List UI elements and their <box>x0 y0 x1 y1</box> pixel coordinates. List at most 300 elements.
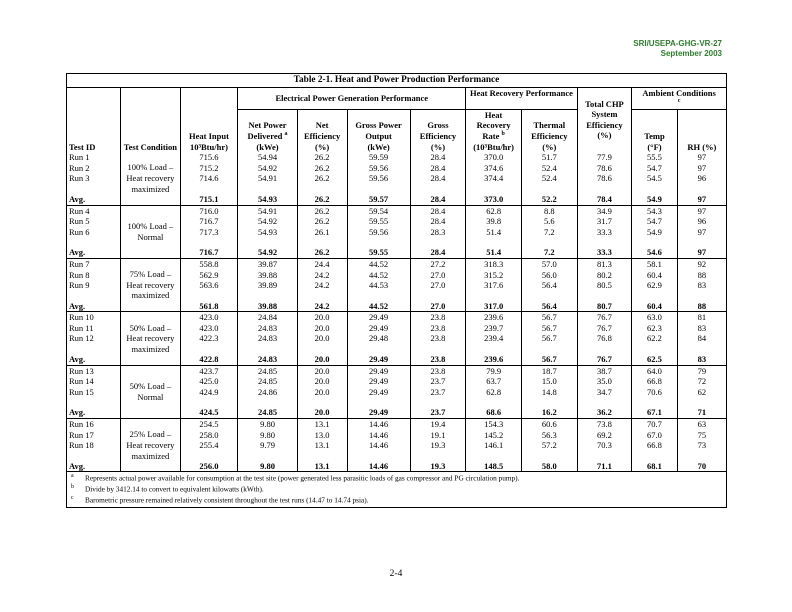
cell-value: 24.4 <box>297 258 347 269</box>
cell-value: 58.1 <box>632 258 677 269</box>
cell-value: 14.46 <box>347 430 410 441</box>
cell-avg-value: 422.8 <box>180 344 238 365</box>
cell-avg-label: Avg. <box>67 344 121 365</box>
cell-value: 716.7 <box>180 216 238 227</box>
cell-avg-label: Avg. <box>67 237 121 258</box>
cell-value: 77.9 <box>577 152 632 163</box>
cell-avg-value: 33.3 <box>577 237 632 258</box>
cell-avg-value: 54.92 <box>238 237 297 258</box>
cell-value: 24.2 <box>297 270 347 281</box>
group-heat-recovery: Heat Recovery Performance <box>466 87 577 109</box>
cell-avg-value: 56.4 <box>522 291 578 312</box>
cell-value: 33.3 <box>577 227 632 238</box>
cell-value: 39.87 <box>238 258 297 269</box>
cell-value: 558.8 <box>180 258 238 269</box>
cell-avg-value: 59.57 <box>347 184 410 205</box>
cell-value: 13.1 <box>297 440 347 451</box>
cell-avg-value: 716.7 <box>180 237 238 258</box>
cell-value: 562.9 <box>180 270 238 281</box>
cell-avg-value: 239.6 <box>466 344 522 365</box>
group-electrical: Electrical Power Generation Performance <box>238 87 466 109</box>
cell-avg-value: 20.0 <box>297 344 347 365</box>
cell-value: 29.49 <box>347 323 410 334</box>
cell-value: 370.0 <box>466 152 522 163</box>
group-ambient-label: Ambient Conditions <box>642 87 716 98</box>
cell-avg-value: 83 <box>677 344 726 365</box>
cell-value: 23.8 <box>410 323 466 334</box>
table-body <box>67 152 727 472</box>
cell-avg-value: 62.5 <box>632 344 677 365</box>
col-heat-input: Heat Input 10³Btu/hr) <box>180 87 238 152</box>
cell-value: 716.0 <box>180 205 238 216</box>
cell-avg-value: 39.88 <box>238 291 297 312</box>
footnote-mark-b: b <box>501 131 505 138</box>
col-temp-label: Temp <box>644 130 665 141</box>
cell-value: 20.0 <box>297 323 347 334</box>
cell-value: 258.0 <box>180 430 238 441</box>
footnote-b <box>67 483 727 494</box>
cell-value: 28.4 <box>410 216 466 227</box>
cell-avg-label: Avg. <box>67 397 121 418</box>
cell-value: 19.1 <box>410 430 466 441</box>
col-temp <box>632 109 677 152</box>
cell-test-id: Run 16 <box>69 419 94 430</box>
cell-test-id: Run 14 <box>69 376 94 387</box>
cell-value: 239.6 <box>466 312 522 323</box>
cell-value: 54.9 <box>632 227 677 238</box>
cell-avg-value: 44.52 <box>347 291 410 312</box>
cell-value: 23.8 <box>410 312 466 323</box>
cell-value: 92 <box>677 258 726 269</box>
cell-avg-value: 13.1 <box>297 451 347 472</box>
cell-value: 76.8 <box>577 333 632 344</box>
cell-value: 28.3 <box>410 227 466 238</box>
cell-value: 62.2 <box>632 333 677 344</box>
doc-date: September 2003 <box>660 49 722 58</box>
cell-value: 35.0 <box>577 376 632 387</box>
cell-value: 72 <box>677 376 726 387</box>
cell-avg-value: 24.85 <box>238 397 297 418</box>
cell-value: 15.0 <box>522 376 578 387</box>
cell-value: 56.7 <box>522 312 578 323</box>
cell-value: 81 <box>677 312 726 323</box>
performance-table <box>66 73 727 508</box>
cell-value: 26.1 <box>297 227 347 238</box>
cell-value: 24.85 <box>238 365 297 376</box>
cell-value: 39.88 <box>238 270 297 281</box>
cell-value: 255.4 <box>180 440 238 451</box>
cell-value: 34.7 <box>577 387 632 398</box>
cell-value: 38.7 <box>577 365 632 376</box>
cell-avg-value: 20.0 <box>297 397 347 418</box>
cell-avg-value: 256.0 <box>180 451 238 472</box>
cell-value: 84 <box>677 333 726 344</box>
cell-value: 14.46 <box>347 440 410 451</box>
col-net-efficiency: Net Efficiency (%) <box>297 109 347 152</box>
col-heat-recovery-rate <box>466 109 522 152</box>
table-row <box>67 365 727 376</box>
cell-value: 66.8 <box>632 376 677 387</box>
table-row <box>67 312 727 323</box>
col-net-power-label: Net Power Delivered <box>247 120 287 141</box>
cell-value: 26.2 <box>297 163 347 174</box>
cell-avg-value: 71.1 <box>577 451 632 472</box>
cell-value: 239.7 <box>466 323 522 334</box>
cell-avg-value: 26.2 <box>297 184 347 205</box>
cell-value: 88 <box>677 270 726 281</box>
cell-avg-value: 23.8 <box>410 344 466 365</box>
cell-value: 56.4 <box>522 280 578 291</box>
cell-value: 317.6 <box>466 280 522 291</box>
cell-value: 29.48 <box>347 333 410 344</box>
cell-avg-value: 16.2 <box>522 397 578 418</box>
col-test-condition: Test Condition <box>121 87 181 152</box>
cell-avg-value: 27.0 <box>410 291 466 312</box>
cell-avg-value: 7.2 <box>522 237 578 258</box>
footnote-b-text: Divide by 3412.14 to convert to equivalent kilowatts (kWth). <box>85 484 264 494</box>
cell-value: 39.8 <box>466 216 522 227</box>
cell-value: 54.5 <box>632 173 677 184</box>
cell-test-id: Run 18 <box>69 440 94 451</box>
cell-test-id: Run 8 <box>69 269 90 280</box>
col-thermal-efficiency: Thermal Efficiency (%) <box>522 109 578 152</box>
cell-value: 29.49 <box>347 387 410 398</box>
cell-value: 62.8 <box>466 205 522 216</box>
cell-test-condition: 100% Load – Heat recovery maximized <box>121 152 181 205</box>
cell-value: 20.0 <box>297 333 347 344</box>
cell-value: 27.2 <box>410 258 466 269</box>
cell-test-id: Run 3 <box>69 173 90 184</box>
cell-avg-value: 80.7 <box>577 291 632 312</box>
cell-value: 66.8 <box>632 440 677 451</box>
cell-value: 70.6 <box>632 387 677 398</box>
cell-value: 28.4 <box>410 152 466 163</box>
cell-value: 44.52 <box>347 270 410 281</box>
cell-avg-value: 424.5 <box>180 397 238 418</box>
table-row <box>67 419 727 430</box>
cell-value: 34.9 <box>577 205 632 216</box>
cell-value: 7.2 <box>522 227 578 238</box>
cell-value: 57.0 <box>522 258 578 269</box>
cell-value: 75 <box>677 430 726 441</box>
cell-avg-value: 54.93 <box>238 184 297 205</box>
cell-avg-value: 24.83 <box>238 344 297 365</box>
cell-value: 59.59 <box>347 152 410 163</box>
cell-value: 78.6 <box>577 163 632 174</box>
cell-value: 28.4 <box>410 173 466 184</box>
cell-avg-value: 76.7 <box>577 344 632 365</box>
cell-value: 563.6 <box>180 280 238 291</box>
cell-avg-value: 51.4 <box>466 237 522 258</box>
cell-avg-value: 54.9 <box>632 184 677 205</box>
group-ambient <box>632 87 727 109</box>
footnote-c-mark: c <box>71 495 74 502</box>
cell-avg-label: Avg. <box>67 184 121 205</box>
cell-value: 39.89 <box>238 280 297 291</box>
cell-avg-value: 715.1 <box>180 184 238 205</box>
cell-avg-value: 52.2 <box>522 184 578 205</box>
cell-avg-value: 373.0 <box>466 184 522 205</box>
cell-avg-label: Avg. <box>67 291 121 312</box>
page-number: 2-4 <box>389 569 403 579</box>
col-test-id: Test ID <box>69 141 96 152</box>
cell-value: 20.0 <box>297 365 347 376</box>
cell-value: 57.2 <box>522 440 578 451</box>
cell-test-id: Run 13 <box>69 365 94 376</box>
cell-avg-label: Avg. <box>67 451 121 472</box>
cell-value: 62.9 <box>632 280 677 291</box>
cell-value: 62.3 <box>632 323 677 334</box>
cell-value: 62 <box>677 387 726 398</box>
col-hr-rate-label: Heat Recovery Rate <box>476 109 511 141</box>
cell-value: 54.93 <box>238 227 297 238</box>
cell-value: 56.0 <box>522 270 578 281</box>
cell-value: 59.54 <box>347 205 410 216</box>
cell-value: 67.0 <box>632 430 677 441</box>
footnote-a <box>67 472 727 483</box>
cell-value: 54.91 <box>238 205 297 216</box>
cell-avg-value: 29.49 <box>347 397 410 418</box>
cell-value: 64.0 <box>632 365 677 376</box>
cell-value: 60.6 <box>522 419 578 430</box>
cell-value: 9.80 <box>238 419 297 430</box>
cell-avg-value: 67.1 <box>632 397 677 418</box>
cell-test-id: Run 5 <box>69 216 90 227</box>
cell-value: 23.7 <box>410 376 466 387</box>
cell-value: 28.4 <box>410 205 466 216</box>
footnote-b-mark: b <box>71 484 74 491</box>
col-gross-power <box>347 109 410 152</box>
cell-value: 13.1 <box>297 419 347 430</box>
cell-value: 83 <box>677 280 726 291</box>
cell-avg-value: 28.4 <box>410 237 466 258</box>
cell-value: 96 <box>677 216 726 227</box>
cell-test-condition: 50% Load – Heat recovery maximized <box>121 312 181 365</box>
footnote-a-mark: a <box>71 473 74 480</box>
cell-value: 97 <box>677 205 726 216</box>
cell-value: 714.6 <box>180 173 238 184</box>
cell-value: 23.7 <box>410 387 466 398</box>
cell-test-condition: 100% Load – Normal <box>121 205 181 258</box>
cell-avg-value: 97 <box>677 184 726 205</box>
cell-value: 374.4 <box>466 173 522 184</box>
cell-test-id: Run 6 <box>69 226 90 237</box>
footnote-c <box>67 494 727 507</box>
footnote-mark-a: a <box>284 131 288 138</box>
cell-value: 76.7 <box>577 323 632 334</box>
cell-avg-value: 26.2 <box>297 237 347 258</box>
cell-test-condition: 25% Load – Heat recovery maximized <box>121 419 181 472</box>
cell-value: 63.7 <box>466 376 522 387</box>
cell-value: 24.85 <box>238 376 297 387</box>
cell-avg-value: 68.6 <box>466 397 522 418</box>
cell-avg-value: 78.4 <box>577 184 632 205</box>
cell-value: 29.49 <box>347 365 410 376</box>
cell-test-id: Run 1 <box>69 152 90 163</box>
cell-value: 422.3 <box>180 333 238 344</box>
cell-value: 374.6 <box>466 163 522 174</box>
cell-value: 31.7 <box>577 216 632 227</box>
cell-test-id: Run 2 <box>69 162 90 173</box>
cell-value: 19.4 <box>410 419 466 430</box>
footnote-c-text: Barometric pressure remained relatively consistent throughout the test runs (14.47 to 14.74 psia). <box>85 495 369 505</box>
cell-value: 23.8 <box>410 365 466 376</box>
cell-avg-value: 14.46 <box>347 451 410 472</box>
cell-value: 62.8 <box>466 387 522 398</box>
footnote-mark-c: c <box>677 98 681 105</box>
cell-value: 81.3 <box>577 258 632 269</box>
cell-value: 24.83 <box>238 323 297 334</box>
cell-test-condition: 75% Load – Heat recovery maximized <box>121 258 181 311</box>
cell-value: 54.91 <box>238 173 297 184</box>
footnote-a-text: Represents actual power available for consumption at the test site (power generated less parasitic loads of gas compressor and PG circulation pump). <box>85 473 520 483</box>
cell-avg-value: 317.0 <box>466 291 522 312</box>
cell-avg-value: 58.0 <box>522 451 578 472</box>
cell-value: 146.1 <box>466 440 522 451</box>
cell-avg-value: 148.5 <box>466 451 522 472</box>
cell-avg-value: 28.4 <box>410 184 466 205</box>
col-total-chp: Total CHP System Efficiency (%) <box>577 87 632 152</box>
cell-value: 80.5 <box>577 280 632 291</box>
cell-value: 54.3 <box>632 205 677 216</box>
cell-value: 51.4 <box>466 227 522 238</box>
cell-value: 23.8 <box>410 333 466 344</box>
cell-value: 13.0 <box>297 430 347 441</box>
cell-value: 9.79 <box>238 440 297 451</box>
cell-test-id: Run 12 <box>69 333 94 344</box>
cell-avg-value: 68.1 <box>632 451 677 472</box>
cell-value: 18.7 <box>522 365 578 376</box>
cell-avg-value: 561.8 <box>180 291 238 312</box>
cell-value: 5.6 <box>522 216 578 227</box>
cell-value: 315.2 <box>466 270 522 281</box>
cell-value: 97 <box>677 163 726 174</box>
cell-avg-value: 56.7 <box>522 344 578 365</box>
cell-value: 14.46 <box>347 419 410 430</box>
col-hr-rate-unit: (10³Btu/hr) <box>473 141 515 152</box>
cell-value: 29.49 <box>347 376 410 387</box>
cell-value: 54.7 <box>632 163 677 174</box>
cell-value: 78.6 <box>577 173 632 184</box>
cell-value: 56.7 <box>522 323 578 334</box>
cell-avg-value: 54.6 <box>632 237 677 258</box>
cell-value: 54.94 <box>238 152 297 163</box>
cell-value: 51.7 <box>522 152 578 163</box>
cell-value: 54.7 <box>632 216 677 227</box>
cell-value: 20.0 <box>297 387 347 398</box>
cell-value: 425.0 <box>180 376 238 387</box>
cell-value: 715.6 <box>180 152 238 163</box>
cell-value: 318.3 <box>466 258 522 269</box>
cell-value: 70.7 <box>632 419 677 430</box>
cell-value: 27.0 <box>410 270 466 281</box>
cell-value: 9.80 <box>238 430 297 441</box>
cell-value: 97 <box>677 227 726 238</box>
cell-value: 79.9 <box>466 365 522 376</box>
cell-avg-value: 9.80 <box>238 451 297 472</box>
cell-value: 69.2 <box>577 430 632 441</box>
doc-id: SRI/USEPA-GHG-VR-27 <box>633 39 722 48</box>
cell-value: 24.86 <box>238 387 297 398</box>
col-rh: RH (%) <box>677 109 726 152</box>
cell-value: 52.4 <box>522 173 578 184</box>
cell-value: 59.55 <box>347 216 410 227</box>
cell-value: 54.92 <box>238 163 297 174</box>
cell-avg-value: 59.55 <box>347 237 410 258</box>
cell-value: 97 <box>677 152 726 163</box>
col-net-power-unit: (kWe) <box>256 141 279 152</box>
cell-value: 63.0 <box>632 312 677 323</box>
cell-value: 54.92 <box>238 216 297 227</box>
cell-test-id: Run 7 <box>69 258 90 269</box>
table-row <box>67 205 727 216</box>
cell-value: 423.0 <box>180 312 238 323</box>
cell-value: 59.56 <box>347 173 410 184</box>
cell-value: 424.9 <box>180 387 238 398</box>
cell-avg-value: 19.3 <box>410 451 466 472</box>
cell-value: 73 <box>677 440 726 451</box>
cell-value: 28.4 <box>410 163 466 174</box>
cell-value: 24.84 <box>238 312 297 323</box>
cell-value: 254.5 <box>180 419 238 430</box>
cell-value: 55.5 <box>632 152 677 163</box>
cell-value: 56.3 <box>522 430 578 441</box>
cell-value: 154.3 <box>466 419 522 430</box>
col-gross-power-label: Gross Power Output <box>355 120 402 141</box>
cell-value: 60.4 <box>632 270 677 281</box>
cell-value: 423.7 <box>180 365 238 376</box>
cell-value: 76.7 <box>577 312 632 323</box>
cell-avg-value: 36.2 <box>577 397 632 418</box>
cell-value: 20.0 <box>297 312 347 323</box>
cell-value: 59.56 <box>347 163 410 174</box>
table-caption: Table 2-1. Heat and Power Production Performance <box>67 74 727 88</box>
cell-value: 14.8 <box>522 387 578 398</box>
cell-avg-value: 23.7 <box>410 397 466 418</box>
cell-value: 715.2 <box>180 163 238 174</box>
col-net-power <box>238 109 297 152</box>
cell-test-id: Run 17 <box>69 429 94 440</box>
cell-value: 52.4 <box>522 163 578 174</box>
cell-value: 20.0 <box>297 376 347 387</box>
cell-value: 70.3 <box>577 440 632 451</box>
cell-value: 24.83 <box>238 333 297 344</box>
cell-avg-value: 71 <box>677 397 726 418</box>
cell-value: 83 <box>677 323 726 334</box>
cell-test-id: Run 4 <box>69 205 90 216</box>
cell-value: 29.49 <box>347 312 410 323</box>
cell-value: 8.8 <box>522 205 578 216</box>
cell-value: 63 <box>677 419 726 430</box>
col-gross-power-unit: (kWe) <box>367 141 390 152</box>
cell-value: 26.2 <box>297 173 347 184</box>
cell-test-id: Run 11 <box>69 322 94 333</box>
cell-avg-value: 24.2 <box>297 291 347 312</box>
cell-value: 44.53 <box>347 280 410 291</box>
col-gross-efficiency: Gross Efficiency (%) <box>410 109 466 152</box>
cell-value: 44.52 <box>347 258 410 269</box>
cell-value: 59.56 <box>347 227 410 238</box>
cell-value: 26.2 <box>297 216 347 227</box>
cell-value: 96 <box>677 173 726 184</box>
cell-value: 73.8 <box>577 419 632 430</box>
cell-value: 79 <box>677 365 726 376</box>
cell-avg-value: 60.4 <box>632 291 677 312</box>
cell-value: 19.3 <box>410 440 466 451</box>
cell-avg-value: 29.49 <box>347 344 410 365</box>
cell-value: 239.4 <box>466 333 522 344</box>
cell-value: 80.2 <box>577 270 632 281</box>
